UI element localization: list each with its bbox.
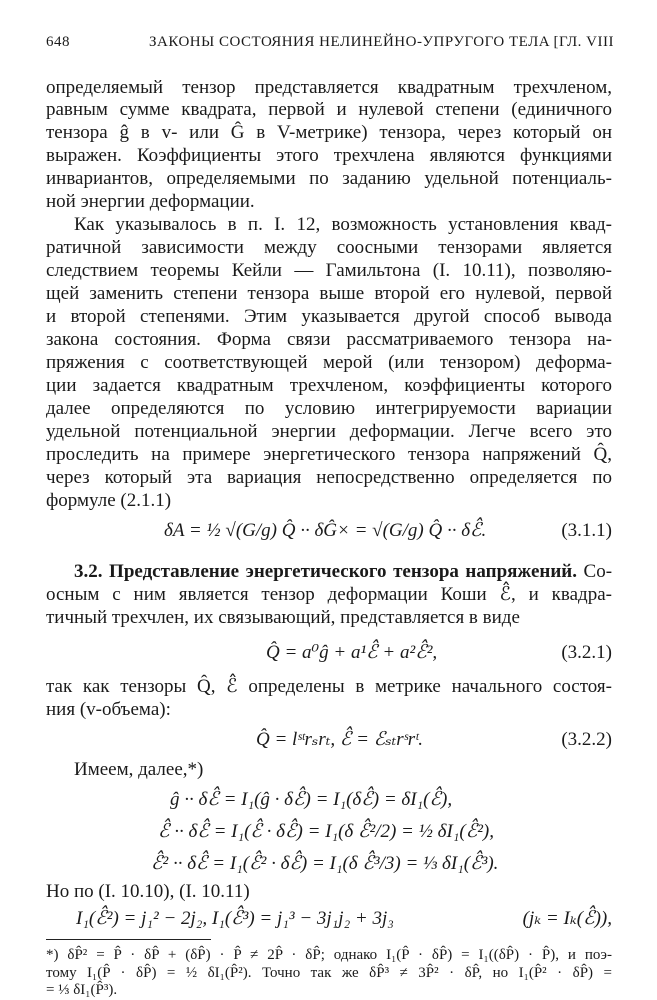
text-line: Имеем, далее,*) <box>74 759 204 780</box>
derivation-line <box>46 787 612 815</box>
equation-3-2-1 <box>46 640 612 668</box>
text-line: Но по (I. 10.10), (I. 10.11) <box>46 881 250 902</box>
derivation-line <box>46 851 612 879</box>
text-line: ной энергии деформации. <box>46 191 255 212</box>
text-line: ции задается квадратным трехчленом, коэффициенты которого <box>46 375 612 396</box>
text-line: ратичной зависимости между соосными тензорами является <box>46 237 612 258</box>
text-line: пряжения с соответствующей мерой (или тензором) деформа- <box>46 352 612 373</box>
text-line: тичный трехчлен, их связывающий, представляется в виде <box>46 607 520 628</box>
running-header <box>46 34 614 58</box>
equation-number: (3.1.1) <box>561 520 612 541</box>
text-line: Как указывалось в п. I. 12, возможность установления квад- <box>74 214 612 235</box>
equation-body: ℰ̂² ·· δℰ̂ = I₁(ℰ̂² · δℰ̂) = I₁(δ ℰ̂³/3) = ⅓ δI₁(ℰ̂³). <box>151 853 499 874</box>
equation-condition: (jₖ = Iₖ(ℰ̂)), <box>522 908 612 929</box>
text-run: Со- <box>583 561 613 582</box>
footnote-line: *) δP̂² = P̂ · δP̂ + (δP̂) · P̂ ≠ 2P̂ · δP̂; однако I₁(P̂ · δP̂) = I₁((δP̂) · P̂), и поэ- <box>46 947 612 963</box>
text-line: выражен. Коэффициенты этого трехчлена являются функциями <box>46 145 612 166</box>
text-line: проследить на примере энергетического тензора напряжений Q̂, <box>46 444 612 465</box>
equation-number: (3.2.1) <box>561 642 612 663</box>
equation-3-1-1 <box>46 518 612 546</box>
equation-body: Q̂ = lˢᵗrₛrₜ, ℰ̂ = ℰₛₜrˢrᵗ. <box>256 729 424 750</box>
equation-3-2-2 <box>46 727 612 755</box>
section-heading: 3.2. Представление энергетического тензора напряжений. <box>74 561 577 582</box>
text-line: и второй степенями. Этим указывается другой способ вывода <box>46 306 612 327</box>
section-heading-line <box>74 561 612 583</box>
text-line: тензора ĝ в v- или Ĝ в V-метрике) тензора, через который он <box>46 122 612 143</box>
footnote-line: = ⅓ δI₁(P̂³). <box>46 982 118 998</box>
text-line: определяемый тензор представляется квадратным трехчленом, <box>46 77 612 98</box>
equation-body: I₁(ℰ̂²) = j₁² − 2j₂, I₁(ℰ̂³) = j₁³ − 3j₁j₂ + 3j₃ <box>76 908 394 929</box>
equation-number: (3.2.2) <box>561 729 612 750</box>
page-number: 648 <box>46 34 70 50</box>
text-line: следствием теоремы Кейли — Гамильтона (I. 10.11), позволяю- <box>46 260 612 281</box>
text-line: инвариантов, определяемыми по заданию удельной потенциаль- <box>46 168 612 189</box>
chapter-label: [ГЛ. VIII <box>553 34 614 50</box>
invariants-equation <box>46 906 612 934</box>
text-line: осным с ним является тензор деформации Коши ℰ̂, и квадра- <box>46 584 612 605</box>
footnote-rule <box>46 939 211 940</box>
derivation-line <box>46 819 612 847</box>
text-line: далее определяются по условию интегрируемости вариации <box>46 398 612 419</box>
equation-body: ℰ̂ ·· δℰ̂ = I₁(ℰ̂ · δℰ̂) = I₁(δ ℰ̂²/2) = ½ δI₁(ℰ̂²), <box>158 821 494 842</box>
footnote-line: тому I₁(P̂ · δP̂) = ½ δI₁(P̂²). Точно так же δP̂³ ≠ 3P̂² · δP̂, но I₁(P̂² · δP̂) = <box>46 965 612 981</box>
text-line: ния (v-объема): <box>46 699 171 720</box>
equation-body: Q̂ = a⁰ĝ + a¹ℰ̂ + a²ℰ̂², <box>266 642 438 663</box>
running-title: ЗАКОНЫ СОСТОЯНИЯ НЕЛИНЕЙНО-УПРУГОГО ТЕЛА <box>149 34 551 50</box>
text-line: удельной потенциальной энергии деформации. Легче всего это <box>46 421 612 442</box>
text-line: равным сумме квадрата, первой и нулевой степени (единичного <box>46 99 612 120</box>
text-line: так как тензоры Q̂, ℰ̂ определены в метрике начального состоя- <box>46 676 612 697</box>
text-line: щей заменить степени тензора выше второй его нулевой, первой <box>46 283 612 304</box>
text-line: формуле (2.1.1) <box>46 490 172 511</box>
equation-body: ĝ ·· δℰ̂ = I₁(ĝ · δℰ̂) = I₁(δℰ̂) = δI₁(ℰ̂), <box>170 789 453 810</box>
text-line: через который эта вариация непосредственно определяется по <box>46 467 612 488</box>
equation-body: δA = ½ √(G/g) Q̂ ·· δĜ× = √(G/g) Q̂ ·· δℰ̂. <box>164 520 487 541</box>
text-line: закона состояния. Форма связи рассматриваемого тензора на- <box>46 329 612 350</box>
